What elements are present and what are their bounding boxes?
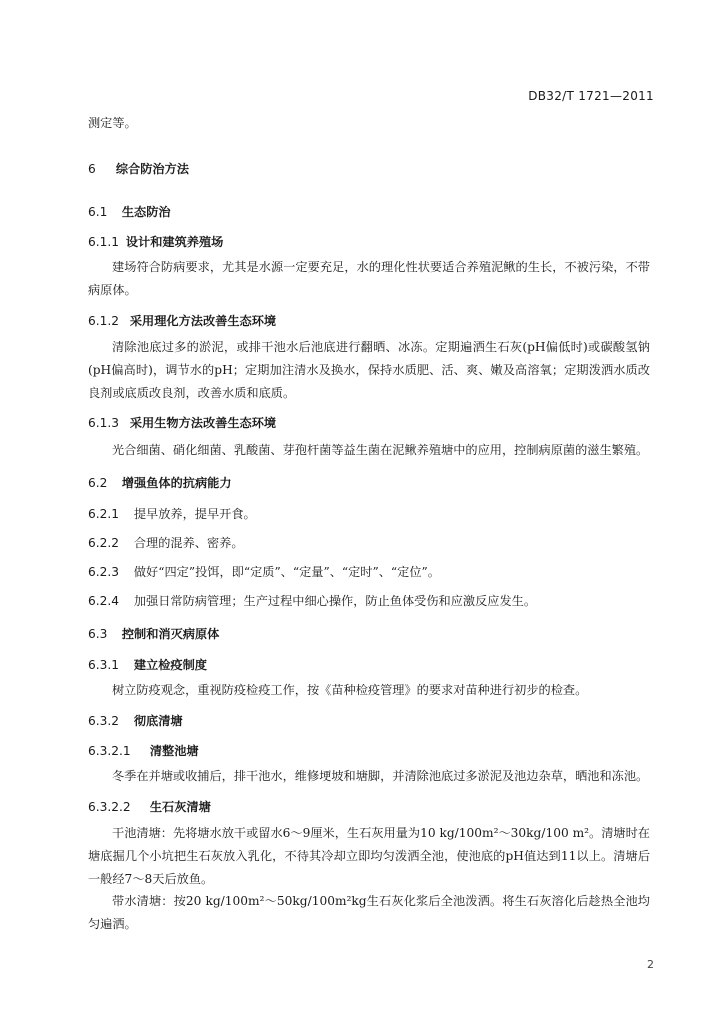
section-title: 增强鱼体的抗病能力 xyxy=(121,476,232,490)
section-title: 采用生物方法改善生态环境 xyxy=(129,416,277,430)
section-6-2-3 xyxy=(88,563,440,580)
section-title: 设计和建筑养殖场 xyxy=(125,235,224,249)
section-number: 6.2.3 xyxy=(88,565,120,579)
section-number: 6.3.2 xyxy=(88,714,120,728)
section-6-3-heading xyxy=(88,625,219,642)
section-number: 6.2.1 xyxy=(88,507,120,521)
section-6-heading xyxy=(88,160,189,177)
section-number: 6.1.2 xyxy=(88,314,120,328)
paragraph: 干池清塘：先将塘水放干或留水6～9厘米，生石灰用量为10 kg/100m²～30kg/100 m²。清塘时在塘底掘几个小坑把生石灰放入乳化，不待其冷却立即均匀泼洒全池，使池底的pH值达到11以上。清塘后一般经7～8天后放鱼。 xyxy=(88,826,650,886)
section-6-2-2 xyxy=(88,534,244,551)
section-6-3-2-2-heading xyxy=(88,798,211,815)
paragraph: 树立防疫观念，重视防疫检疫工作，按《苗种检疫管理》的要求对苗种进行初步的检查。 xyxy=(112,683,588,697)
paragraph: 带水清塘：按20 kg/100m²～50kg/100m²kg生石灰化浆后全池泼洒。将生石灰溶化后趁热全池均匀遍洒。 xyxy=(88,894,650,931)
continuation-text: 测定等。 xyxy=(88,116,137,130)
item-text: 做好“四定”投饵，即“定质”、“定量”、“定时”、“定位”。 xyxy=(133,565,440,579)
section-title: 生石灰清塘 xyxy=(149,800,211,814)
section-6-1-heading xyxy=(88,203,171,220)
item-text: 提早放养，提早开食。 xyxy=(133,507,256,521)
page-number: 2 xyxy=(647,958,654,971)
section-6-2-heading xyxy=(88,474,232,491)
section-6-1-1-heading xyxy=(88,233,223,250)
paragraph: 冬季在并塘或收捕后，排干池水，维修埂坡和塘脚，并清除池底过多淤泥及池边杂草，晒池和冻池。 xyxy=(112,769,649,783)
section-6-3-1-heading xyxy=(88,656,207,673)
section-number: 6.1.1 xyxy=(88,235,120,249)
item-text: 加强日常防病管理；生产过程中细心操作，防止鱼体受伤和应激反应发生。 xyxy=(133,594,537,608)
section-title: 采用理化方法改善生态环境 xyxy=(129,314,277,328)
standard-code: DB32/T 1721—2011 xyxy=(528,89,654,103)
section-number: 6.3.1 xyxy=(88,658,120,672)
paragraph: 清除池底过多的淤泥，或排干池水后池底进行翻晒、冰冻。定期遍洒生石灰(pH偏低时)或碳酸氢钠(pH偏高时)，调节水的pH；定期加注清水及换水，保持水质肥、活、爽、嫩及高溶氧；定期泼洒水质改良剂或底质改良剂，改善水质和底质。 xyxy=(88,340,650,400)
section-number: 6.1.3 xyxy=(88,416,120,430)
section-6-2-4 xyxy=(88,592,536,609)
section-6-3-2-heading xyxy=(88,712,183,729)
section-title: 清整池塘 xyxy=(149,744,199,758)
section-number: 6 xyxy=(88,162,96,176)
section-number: 6.2.2 xyxy=(88,536,120,550)
section-number: 6.1 xyxy=(88,205,108,219)
section-number: 6.3.2.2 xyxy=(88,800,131,814)
section-title: 生态防治 xyxy=(121,205,171,219)
section-number: 6.3 xyxy=(88,627,108,641)
section-number: 6.2.4 xyxy=(88,594,120,608)
item-text: 合理的混养、密养。 xyxy=(133,536,244,550)
section-title: 建立检疫制度 xyxy=(133,658,207,672)
section-title: 彻底清塘 xyxy=(133,714,183,728)
section-6-1-2-heading xyxy=(88,312,276,329)
section-number: 6.2 xyxy=(88,476,108,490)
section-title: 综合防治方法 xyxy=(115,162,189,176)
paragraph: 建场符合防病要求，尤其是水源一定要充足，水的理化性状要适合养殖泥鳅的生长，不被污染，不带病原体。 xyxy=(88,260,650,297)
paragraph: 光合细菌、硝化细菌、乳酸菌、芽孢杆菌等益生菌在泥鳅养殖塘中的应用，控制病原菌的滋生繁殖。 xyxy=(112,443,649,457)
section-number: 6.3.2.1 xyxy=(88,744,131,758)
section-6-2-1 xyxy=(88,505,256,522)
section-title: 控制和消灭病原体 xyxy=(121,627,220,641)
section-6-1-3-heading xyxy=(88,414,276,431)
section-6-3-2-1-heading xyxy=(88,742,199,759)
